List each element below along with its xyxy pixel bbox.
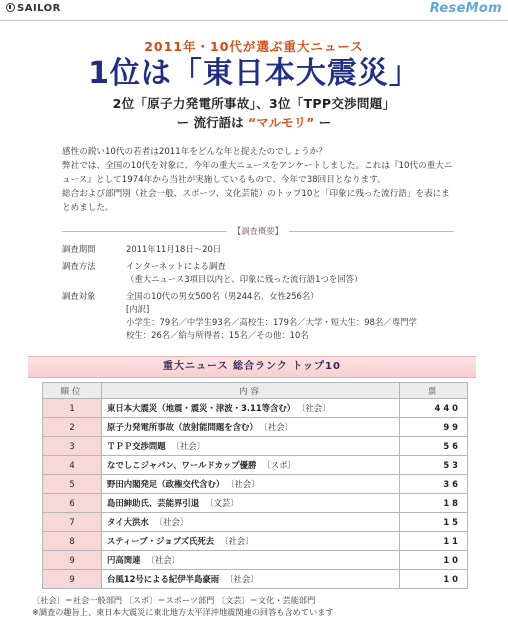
table-row <box>43 456 468 475</box>
content-cell <box>102 513 400 532</box>
news-category: 〔スポ〕 <box>262 460 296 470</box>
top-bar <box>0 0 508 21</box>
survey-note: （重大ニュース3項目以内と、印象に残った流行語1つを回答） <box>126 274 363 284</box>
rank-cell: 7 <box>43 513 102 532</box>
rank-cell: 1 <box>43 399 102 418</box>
votes-cell: 18 <box>400 494 468 513</box>
hero <box>0 21 508 131</box>
votes-cell: 10 <box>400 551 468 570</box>
content-cell <box>102 570 400 589</box>
votes-cell: 11 <box>400 532 468 551</box>
table-row <box>43 437 468 456</box>
news-title: 野田内閣発足（政権交代含む） <box>107 479 225 489</box>
survey-section-title: 【調査概要】 <box>227 225 289 237</box>
survey-breakdown: 校生：26名／給与所得者：15名／その他：10名 <box>126 330 309 340</box>
survey-label: 調査対象 <box>62 291 96 301</box>
buzzword: “マルモリ” <box>247 115 315 130</box>
votes-cell: 53 <box>400 456 468 475</box>
watermark: ReseMom <box>429 1 502 16</box>
news-title: ＴＰＰ交渉問題 <box>107 441 166 451</box>
header-content: 内容 <box>102 383 400 399</box>
rank-cell: 9 <box>43 570 102 589</box>
survey-value: 2011年11月18日～20日 <box>126 244 222 254</box>
survey-row <box>62 260 454 286</box>
rank-cell: 9 <box>43 551 102 570</box>
news-title: 島田紳助氏、芸能界引退 <box>107 498 200 508</box>
votes-cell: 36 <box>400 475 468 494</box>
rank-cell: 5 <box>43 475 102 494</box>
content-cell <box>102 399 400 418</box>
survey-row <box>62 243 454 256</box>
content-cell <box>102 551 400 570</box>
news-category: 〔社会〕 <box>171 441 206 451</box>
intro-line: 総合および部門別（社会一般、スポーツ、文化芸能）のトップ10と「印象に残った流行語」を表にまとめました。 <box>62 189 450 213</box>
sailor-logo-icon <box>6 3 15 12</box>
survey-value: 全国の10代の男女500名（男244名、女性256名） <box>126 291 319 301</box>
header-votes: 票 <box>400 383 468 399</box>
news-category: 〔社会〕 <box>146 555 180 565</box>
news-category: 〔社会〕 <box>263 422 294 432</box>
table-row <box>43 551 468 570</box>
survey-divider <box>62 225 454 237</box>
intro-text <box>62 145 454 215</box>
news-title: タイ大洪水 <box>107 517 149 527</box>
legend <box>32 594 508 618</box>
news-category: 〔文芸〕 <box>205 498 239 508</box>
survey-breakdown: 小学生：79名／中学生93名／高校生：179名／大学・短大生：98名／専門学 <box>126 317 417 327</box>
table-row <box>43 532 468 551</box>
intro-line: 弊社では、全国の10代を対象に、今年の重大ニュースをアンケートしました。これは『10代の重大ニュース』として1974年から当社が実施しているもので、今年で38回目となります。 <box>62 161 453 185</box>
content-cell <box>102 475 400 494</box>
subheadline: 2位「原子力発電所事故」、3位「TPP交渉問題」 <box>112 96 396 111</box>
rank-cell: 2 <box>43 418 102 437</box>
survey-breakdown-label: [内訳] <box>126 304 150 314</box>
header-rank: 順位 <box>43 383 102 399</box>
content-cell <box>102 532 400 551</box>
table-row <box>43 513 468 532</box>
votes-cell: 440 <box>400 399 468 418</box>
content-cell <box>102 456 400 475</box>
news-category: 〔社会〕 <box>301 403 331 413</box>
news-category: 〔社会〕 <box>154 517 189 527</box>
ranking-title: 重大ニュース 総合ランク トップ10 <box>28 356 476 378</box>
brand-logo <box>6 3 61 14</box>
survey-row <box>62 290 454 342</box>
news-category: 〔社会〕 <box>230 479 260 489</box>
survey-label: 調査期間 <box>62 244 96 254</box>
votes-cell: 56 <box>400 437 468 456</box>
table-row <box>43 494 468 513</box>
table-header-row <box>43 383 468 399</box>
kicker: 2011年・10代が選ぶ重大ニュース <box>144 39 364 54</box>
content-cell <box>102 494 400 513</box>
legend-categories: 〔社会〕＝社会一般部門 〔スポ〕＝スポーツ部門 〔文芸〕＝文化・芸能部門 <box>32 595 316 605</box>
table-row <box>43 399 468 418</box>
table-row <box>43 475 468 494</box>
news-title: 東日本大震災（地震・震災・津波・3.11等含む） <box>107 403 296 413</box>
news-title: なでしこジャパン、ワールドカップ優勝 <box>107 460 257 470</box>
news-title: 原子力発電所事故（放射能問題を含む） <box>107 422 258 432</box>
rank-cell: 6 <box>43 494 102 513</box>
rank-cell: 8 <box>43 532 102 551</box>
survey-label: 調査方法 <box>62 261 96 271</box>
brand-name: SAILOR <box>17 3 61 14</box>
ranking-table <box>42 382 468 589</box>
rank-cell: 4 <box>43 456 102 475</box>
headline: 1位は「東日本大震災」 <box>88 56 420 91</box>
buzzword-suffix: ー <box>318 115 332 130</box>
table-row <box>43 418 468 437</box>
news-title: 円高関連 <box>107 555 141 565</box>
intro-line: 感性の鋭い10代の若者は2011年をどんな年と捉えたのでしょうか？ <box>62 147 327 157</box>
content-cell <box>102 418 400 437</box>
content-cell <box>102 437 400 456</box>
survey-value: インターネットによる調査 <box>126 261 226 271</box>
votes-cell: 10 <box>400 570 468 589</box>
votes-cell: 99 <box>400 418 468 437</box>
rank-cell: 3 <box>43 437 102 456</box>
buzzword-prefix: ー 流行語は <box>176 115 244 130</box>
survey-overview <box>62 243 454 342</box>
news-title: 台風12号による紀伊半島豪雨 <box>107 574 220 584</box>
buzzword-line <box>0 113 508 131</box>
news-category: 〔社会〕 <box>220 536 254 546</box>
table-row <box>43 570 468 589</box>
legend-note: ※調査の趣旨上、東日本大震災に東北地方太平洋沖地震関連の回答も含めています <box>32 607 334 617</box>
news-category: 〔社会〕 <box>225 574 259 584</box>
news-title: スティーブ・ジョブズ氏死去 <box>107 536 215 546</box>
votes-cell: 15 <box>400 513 468 532</box>
